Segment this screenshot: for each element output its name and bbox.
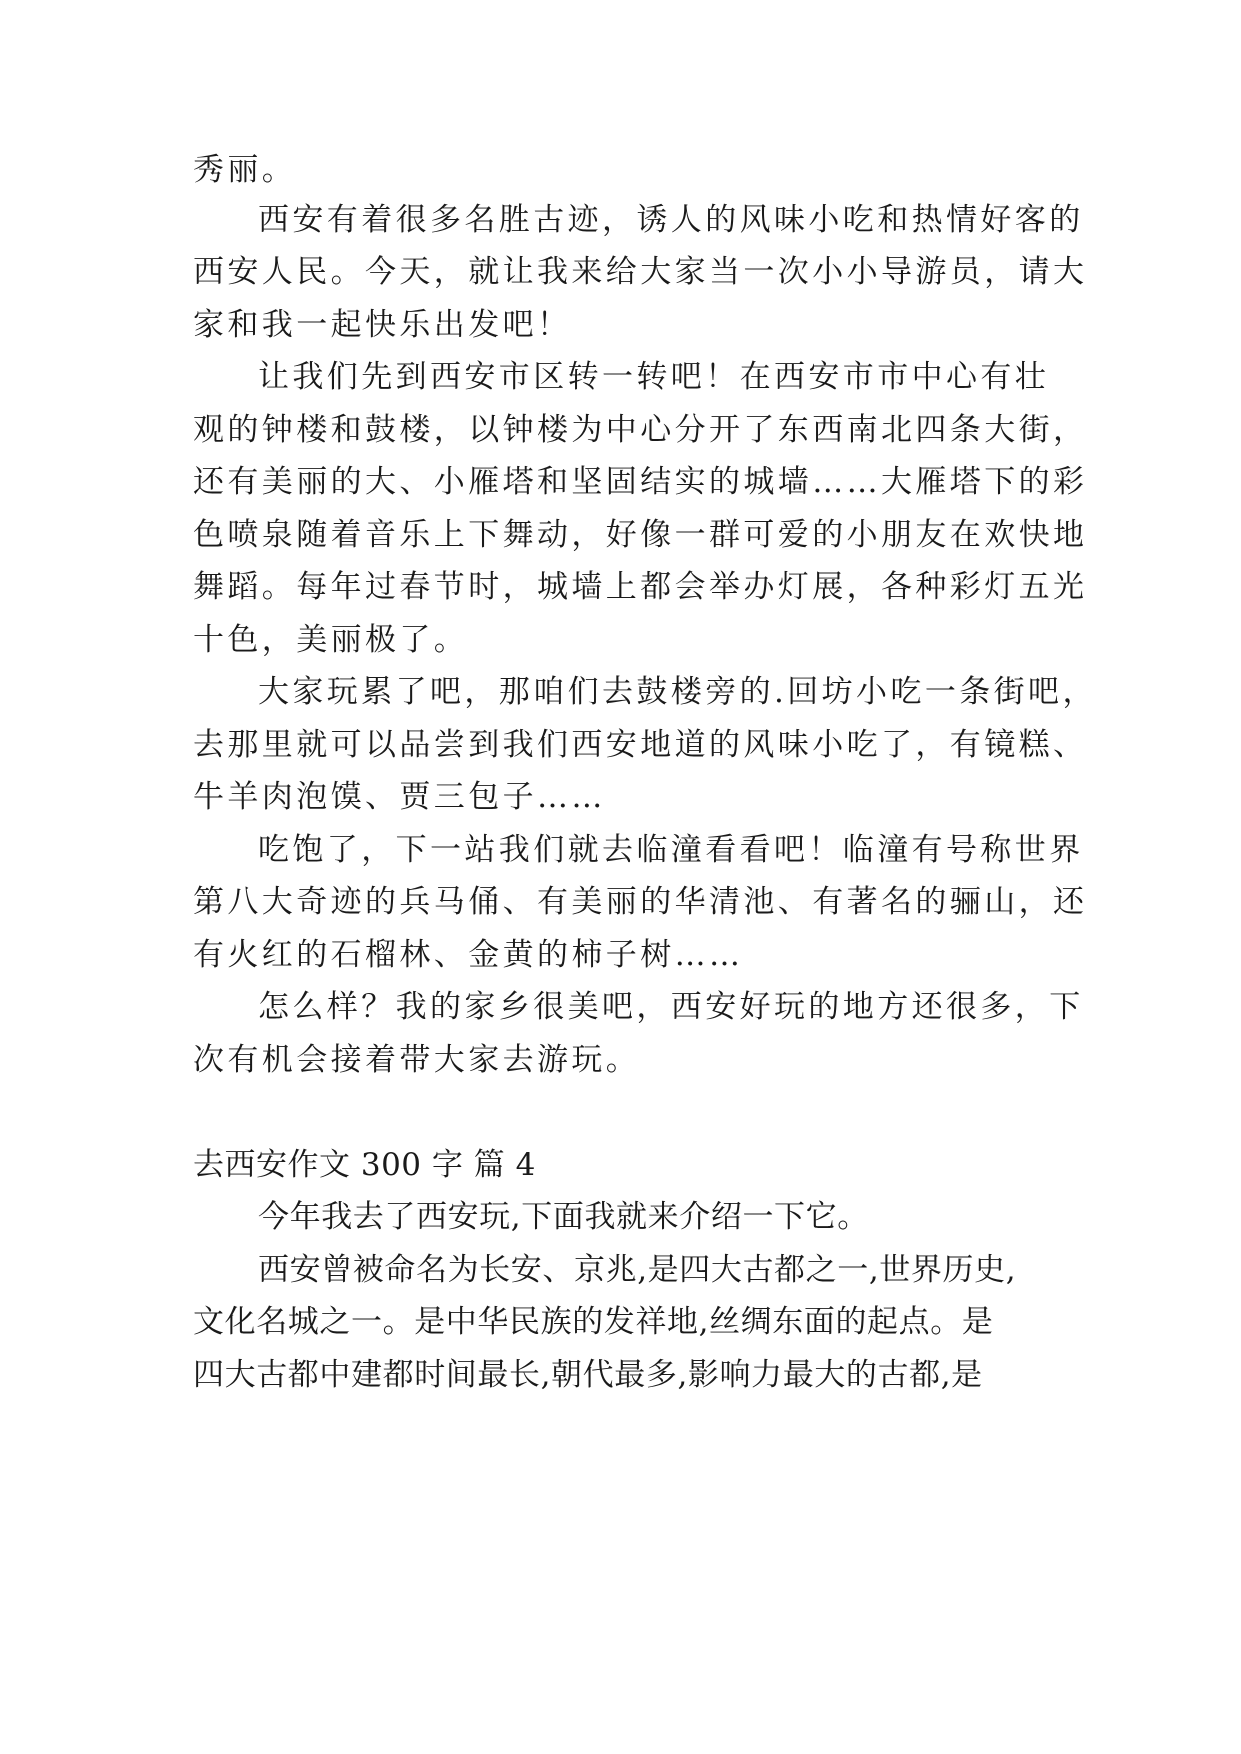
text-line: 第八大奇迹的兵马俑、有美丽的华清池、有著名的骊山，还: [193, 884, 1088, 920]
text-line: 观的钟楼和鼓楼，以钟楼为中心分开了东西南北四条大街，: [193, 412, 1088, 448]
text-line: 色喷泉随着音乐上下舞动，好像一群可爱的小朋友在欢快地: [193, 517, 1088, 553]
text-line: 去那里就可以品尝到我们西安地道的风味小吃了，有镜糕、: [193, 727, 1088, 763]
text-line: 牛羊肉泡馍、贾三包子……: [193, 779, 606, 815]
paragraph-first-line: 让我们先到西安市区转一转吧！在西安市市中心有壮: [258, 359, 1050, 395]
paragraph-first-line: 西安曾被命名为长安、京兆,是四大古都之一,世界历史,: [258, 1252, 1017, 1288]
text-line: 十色，美丽极了。: [193, 622, 469, 658]
paragraph-first-line: 今年我去了西安玩,下面我就来介绍一下它。: [258, 1199, 869, 1235]
text-line: 秀丽。: [193, 152, 297, 188]
paragraph-first-line: 怎么样？我的家乡很美吧，西安好玩的地方还很多，下: [258, 989, 1084, 1025]
text-line: 有火红的石榴林、金黄的柿子树……: [193, 937, 744, 973]
paragraph-first-line: 西安有着很多名胜古迹，诱人的风味小吃和热情好客的: [258, 202, 1084, 238]
text-line: 家和我一起快乐出发吧！: [193, 307, 572, 343]
text-line: 舞蹈。每年过春节时，城墙上都会举办灯展，各种彩灯五光: [193, 569, 1088, 605]
paragraph-first-line: 大家玩累了吧，那咱们去鼓楼旁的.回坊小吃一条街吧，: [258, 674, 1097, 710]
text-line: 四大古都中建都时间最长,朝代最多,影响力最大的古都,是: [193, 1357, 983, 1393]
text-line: 次有机会接着带大家去游玩。: [193, 1042, 641, 1078]
text-line: 西安人民。今天，就让我来给大家当一次小小导游员，请大: [193, 254, 1088, 290]
text-line: 还有美丽的大、小雁塔和坚固结实的城墙……大雁塔下的彩: [193, 464, 1088, 500]
text-line: 文化名城之一。是中华民族的发祥地,丝绸东面的起点。是: [193, 1304, 994, 1340]
section-heading: 去西安作文 300 字 篇 4: [193, 1147, 536, 1183]
paragraph-first-line: 吃饱了，下一站我们就去临潼看看吧！临潼有号称世界: [258, 832, 1084, 868]
